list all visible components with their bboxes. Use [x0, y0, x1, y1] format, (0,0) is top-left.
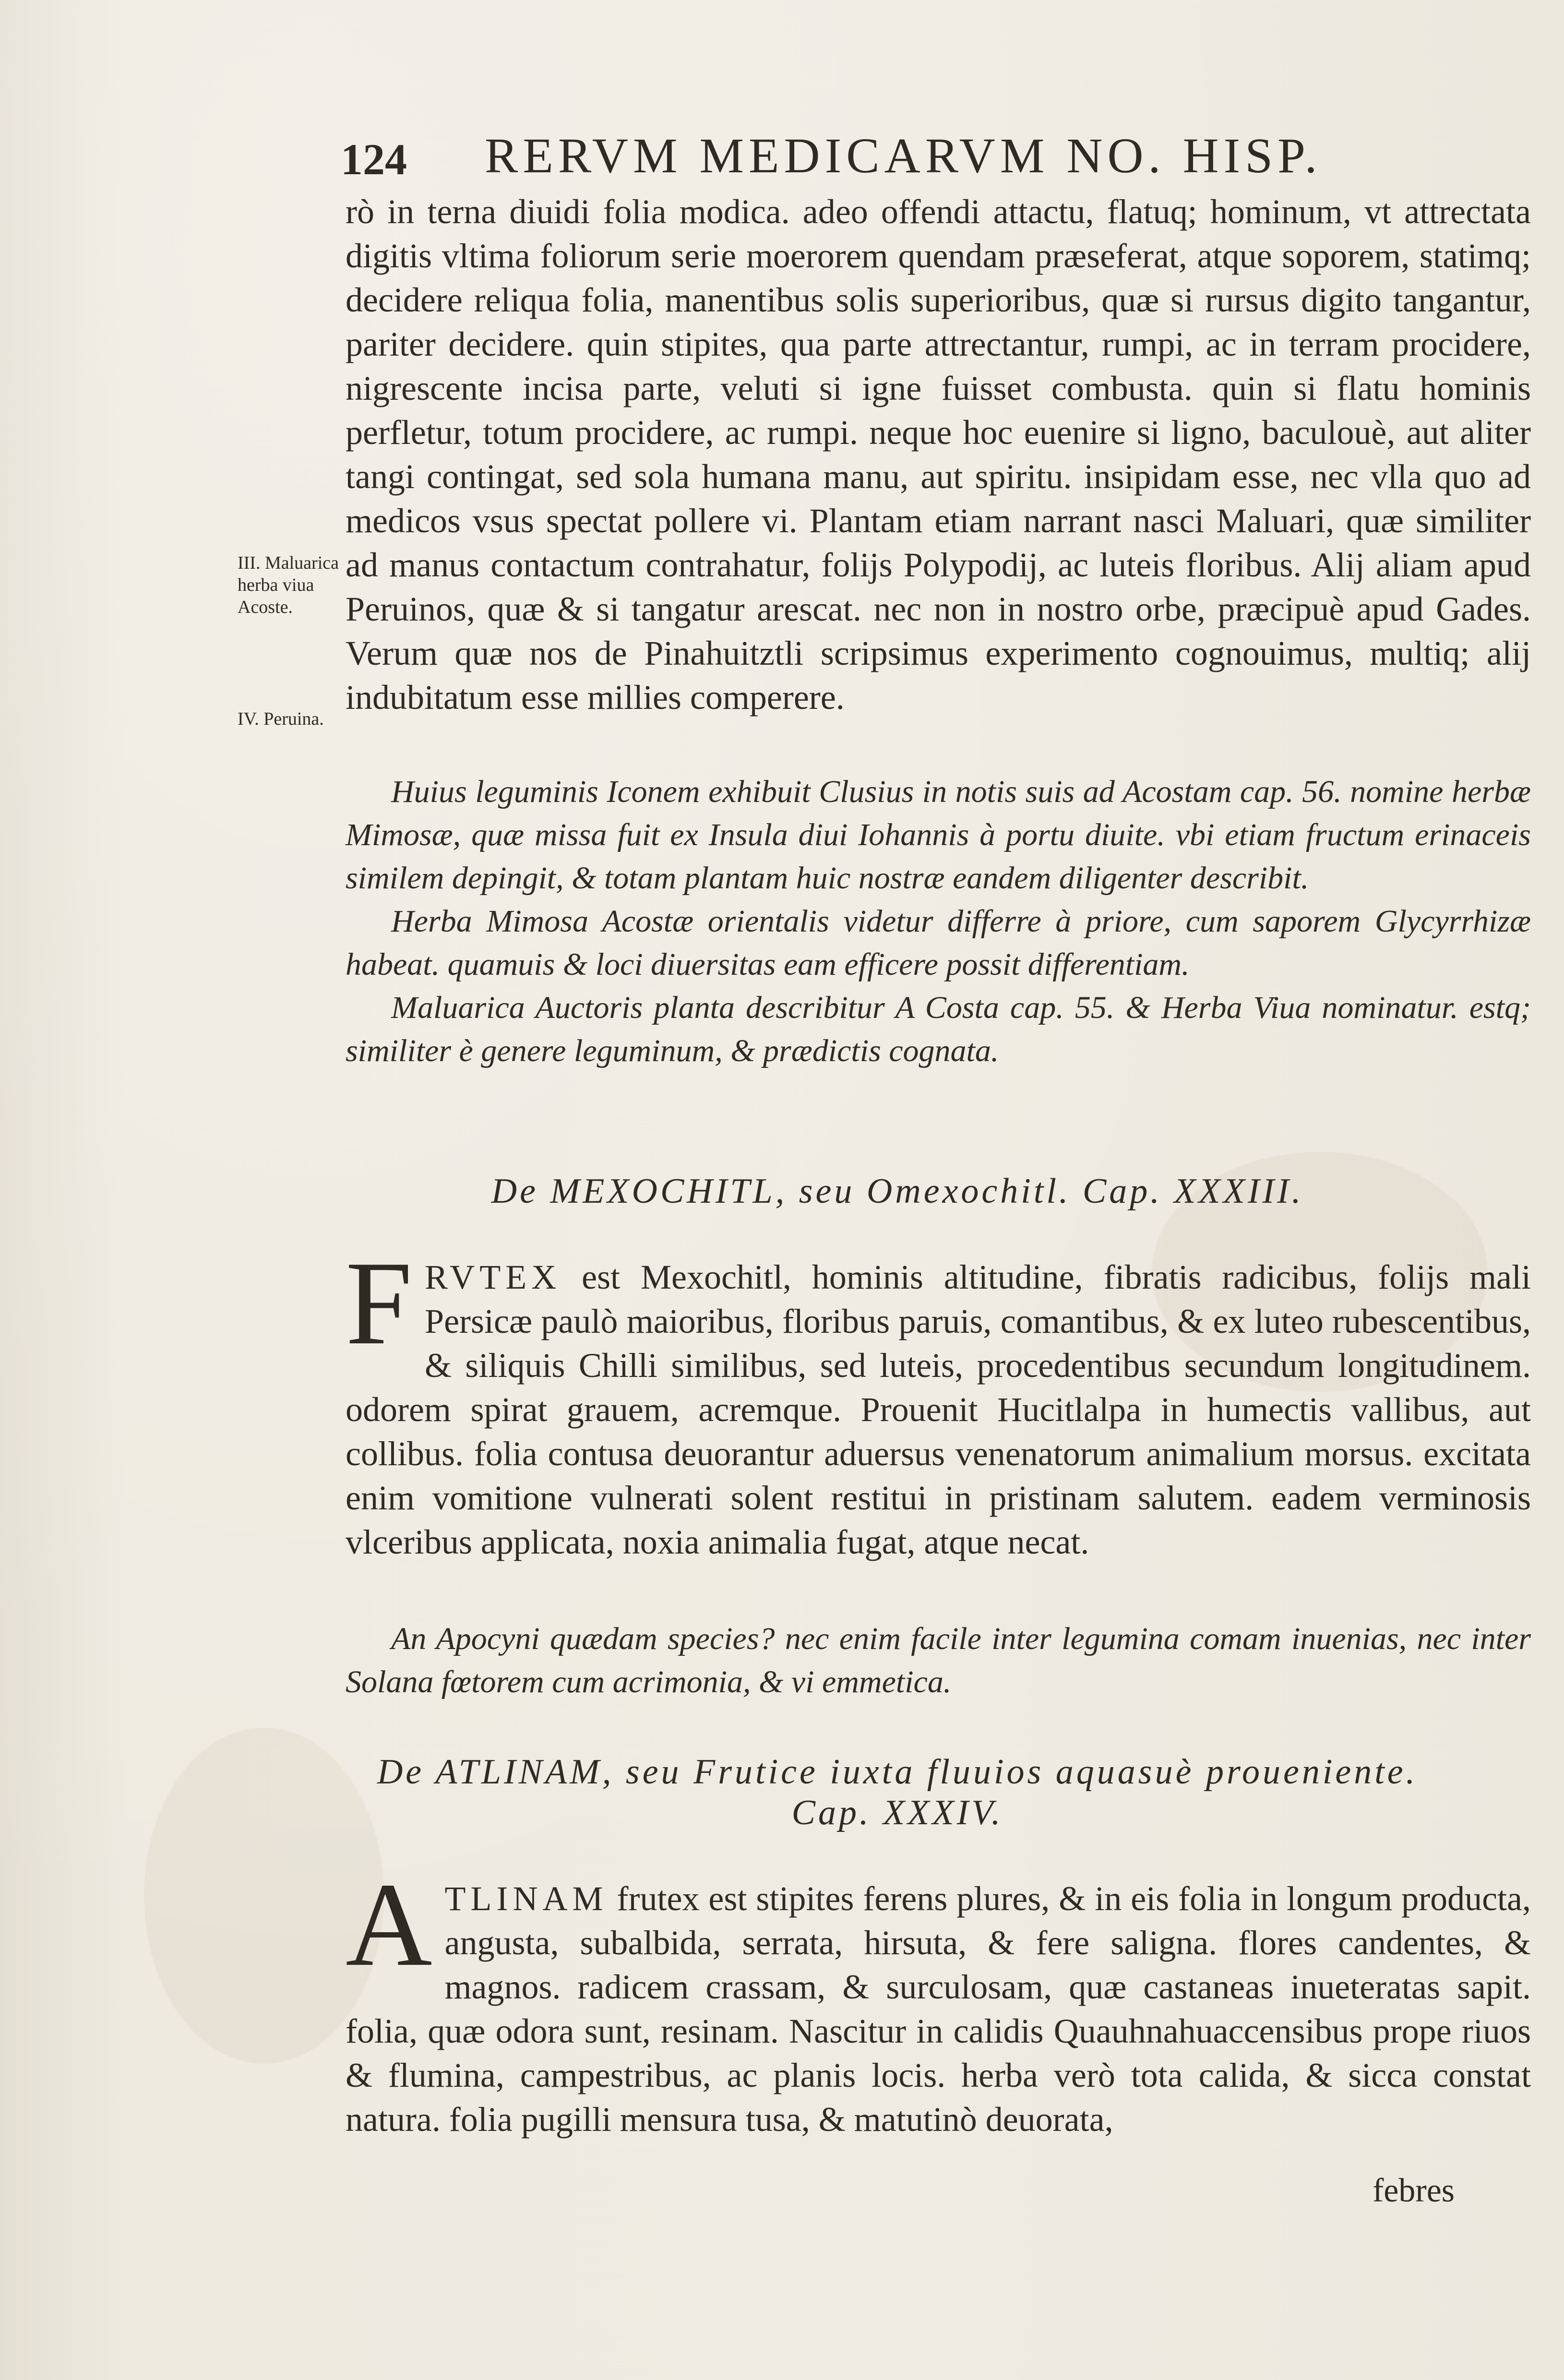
chapter-34-body: frutex est stipites ferens plures, & in eis folia in longum producta, angusta, subalbida, serrata, hirsuta, & fere saligna. flores candentes, & magnos. radicem crassam, & surculosam, quæ castaneas inueteratas sapit. folia, quæ odora sunt, resinam. Nascitur in calidis Quauhnahuaccensibus prope riuos & flumina, campestribus, ac planis locis. herba verò tota calida, & sicca constat natura. folia pugilli mensura tusa, & matutinò deuorata, [346, 1879, 1531, 2139]
chapter-33-body: est Mexochitl, hominis altitudine, fibratis radicibus, folijs mali Persicæ paulò maioribus, floribus paruis, comantibus, & ex luteo rubescentibus, & siliquis Chilli similibus, sed luteis, procedentibus secundum longitudinem. odorem spirat grauem, acremque. Prouenit Hucitlalpa in humectis vallibus, aut collibus. folia contusa deuorantur aduersus venenatorum animalium morsus. excitata enim vomitione vulnerati solent restitui in pristinam salutem. eadem verminosis vlceribus applicata, noxia animalia fugat, atque necat. [346, 1258, 1531, 1561]
chapter-34-title: De ATLINAM, seu Frutice iuxta fluuios aquasuè proueniente. [377, 1752, 1418, 1792]
annotations [346, 770, 1531, 1073]
annotation-paragraph: Huius leguminis Iconem exhibuit Clusius in notis suis ad Acostam cap. 56. nomine herbæ Mimosæ, quæ missa fuit ex Insula diui Iohannis à portu diuite. vbi etiam fructum erinaceis similem depingit, & totam plantam huic nostræ eandem diligenter describit. [346, 774, 1531, 896]
running-title: RERVM MEDICARVM NO. HISP. [485, 128, 1322, 183]
catchword: febres [1373, 2172, 1455, 2209]
annotation-paragraph: Maluarica Auctoris planta describitur A Costa cap. 55. & Herba Viua nominatur. estq; similiter è genere leguminum, & prædictis cognata. [346, 990, 1531, 1068]
page-number: 124 [341, 135, 407, 184]
body-paragraph: rò in terna diuidi folia modica. adeo offendi attactu, flatuq; hominum, vt attrectata digitis vltima foliorum serie moerorem quendam præseferat, atque soporem, statimq; decidere reliqua folia, manentibus solis superioribus, quæ si rursus digito tangantur, pariter decidere. quin stipites, qua parte attrectantur, rumpi, ac in terram procidere, nigrescente incisa parte, veluti si igne fuisset combusta. quin si flatu hominis perfletur, totum procidere, ac rumpi. neque hoc euenire si ligno, baculouè, aut aliter tangi contingat, sed sola humana manu, aut spiritu. insipidam esse, nec vlla quo ad medicos vsus spectat pollere vi. Plantam etiam narrant nasci Maluari, quæ similiter ad manus contactum contrahatur, folijs Polypodij, ac luteis floribus. Alij aliam apud Peruinos, quæ & si tangatur arescat. nec non in nostro orbe, præcipuè apud Gades. Verum quæ nos de Pinahuitztli scripsimus experimento cognouimus, multiq; alij indubitatum esse millies comperere. [346, 192, 1531, 717]
chapter-34-text [346, 1858, 1531, 2141]
chapter-33-text [346, 1237, 1531, 1564]
chapter-heading-34 [346, 1752, 1449, 1833]
annotation-paragraph: Herba Mimosa Acostæ orientalis videtur differre à priore, cum saporem Glycyrrhizæ habeat. quamuis & loci diuersitas eam efficere possit differentiam. [346, 904, 1531, 982]
margin-note-peruina: IV. Peruina. [238, 709, 324, 729]
chapter-34-opening: TLINAM [444, 1879, 608, 1918]
chapter-33-opening: RVTEX [425, 1258, 561, 1296]
margin-note-maluarica: III. Maluarica herba viua Acoste. [238, 553, 339, 617]
chapter-34-number: Cap. XXXIV. [791, 1793, 1003, 1832]
chapter-33-annotation [346, 1617, 1531, 1704]
chapter-heading-33: De MEXOCHITL, seu Omexochitl. Cap. XXXIII. [491, 1172, 1304, 1211]
continued-text [346, 190, 1531, 719]
drop-cap-initial: A [346, 1858, 432, 1991]
annotation-paragraph: An Apocyni quædam species? nec enim facile inter legumina comam inuenias, nec inter Solana fœtorem cum acrimonia, & vi emmetica. [346, 1621, 1531, 1699]
drop-cap-initial: F [346, 1237, 413, 1370]
page-header [341, 127, 1421, 190]
